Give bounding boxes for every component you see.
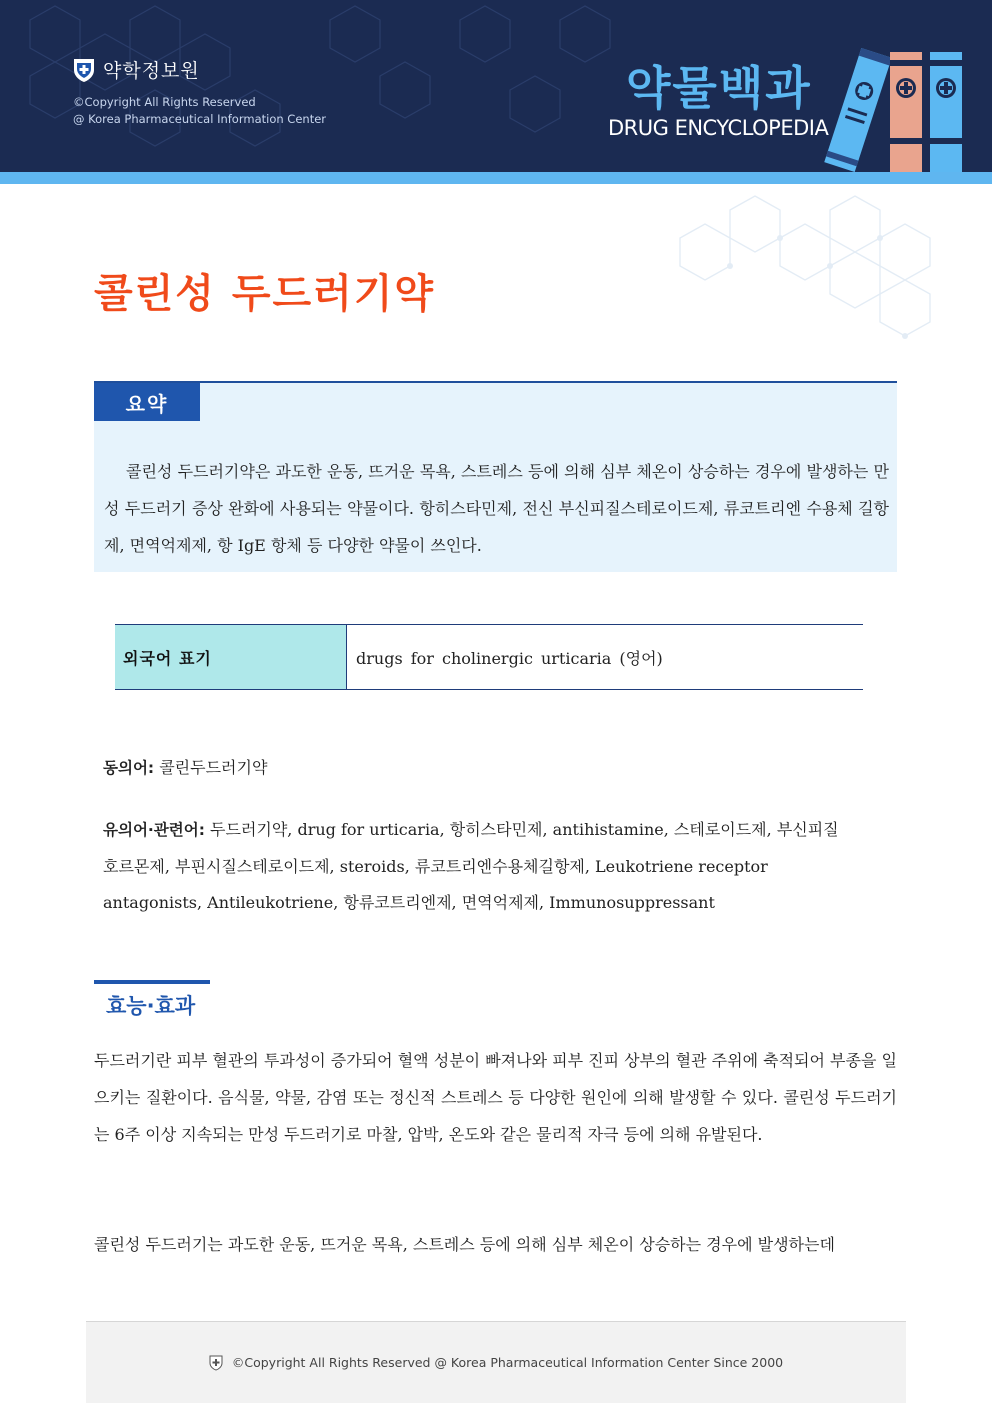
- foreign-name-table: [115, 624, 863, 690]
- kpic-shield-logo-icon: [209, 1355, 223, 1371]
- efficacy-paragraph-2: 콜린성 두드러기는 과도한 운동, 뜨거운 목욕, 스트레스 등에 의해 심부 체온이 상승하는 경우에 발생하는데: [94, 1235, 835, 1254]
- header-copyright-line1: ©Copyright All Rights Reserved: [73, 95, 256, 109]
- encyclopedia-title-ko: 약물백과: [626, 61, 812, 115]
- synonyms: [103, 755, 267, 778]
- footer-copyright: ©Copyright All Rights Reserved @ Korea Pharmaceutical Information Center Since 2000: [231, 1355, 784, 1370]
- page-footer: [86, 1321, 906, 1403]
- hexagon-network-icon: [620, 190, 940, 360]
- section-heading-bar: [94, 980, 210, 984]
- header-banner: [0, 0, 992, 172]
- encyclopedia-title-en: DRUG ENCYCLOPEDIA: [608, 116, 829, 140]
- related-terms: [103, 812, 843, 922]
- medicine-books-icon: [818, 40, 968, 172]
- synonyms-label: 동의어:: [103, 759, 155, 777]
- section-title-efficacy: 효능·효과: [106, 994, 196, 1018]
- org-logo: [73, 56, 200, 83]
- header-copyright-line2: @ Korea Pharmaceutical Information Center: [73, 112, 326, 126]
- efficacy-paragraph-1: 두드러기란 피부 혈관의 투과성이 증가되어 혈액 성분이 빠져나와 피부 진피 상부의 혈관 주위에 축적되어 부종을 일으키는 질환이다. 음식물, 약물, 감염 또는 정신적 스트레스 등 다양한 원인에 의해 발생할 수 있다. 콜린성 두드러기는 6주 이상 지속되는 만성 두드러기로 마찰, 압박, 온도와 같은 물리적 자극 등에 의해 유발된다.: [94, 1051, 897, 1144]
- foreign-name-label: 외국어 표기: [115, 625, 347, 689]
- kpic-shield-logo-icon: [73, 57, 95, 83]
- synonyms-value: 콜린두드러기약: [159, 758, 268, 777]
- foreign-name-value: drugs for cholinergic urticaria (영어): [356, 648, 663, 668]
- related-terms-value: 두드러기약, drug for urticaria, 항히스타민제, antihistamine, 스테로이드제, 부신피질호르몬제, 부핀시질스테로이드제, steroids, 류코트리엔수용체길항제, Leukotriene receptor antagonists, Antileukotriene, 항류코트리엔제, 면역억제제, Immunosuppressant: [103, 820, 839, 912]
- org-name: 약학정보원: [103, 60, 200, 82]
- related-terms-label: 유의어·관련어:: [103, 821, 205, 839]
- summary-label: 요약: [94, 383, 200, 421]
- summary-text: 콜린성 두드러기약은 과도한 운동, 뜨거운 목욕, 스트레스 등에 의해 심부 체온이 상승하는 경우에 발생하는 만성 두드러기 증상 완화에 사용되는 약물이다. 항히스타민제, 전신 부신피질스테로이드제, 류코트리엔 수용체 길항제, 면역억제제, 항 IgE 항체 등 다양한 약물이 쓰인다.: [104, 462, 889, 555]
- summary-box: [94, 381, 897, 572]
- header-accent-stripe: [0, 172, 992, 184]
- document-title: 콜린성 두드러기약: [94, 271, 436, 317]
